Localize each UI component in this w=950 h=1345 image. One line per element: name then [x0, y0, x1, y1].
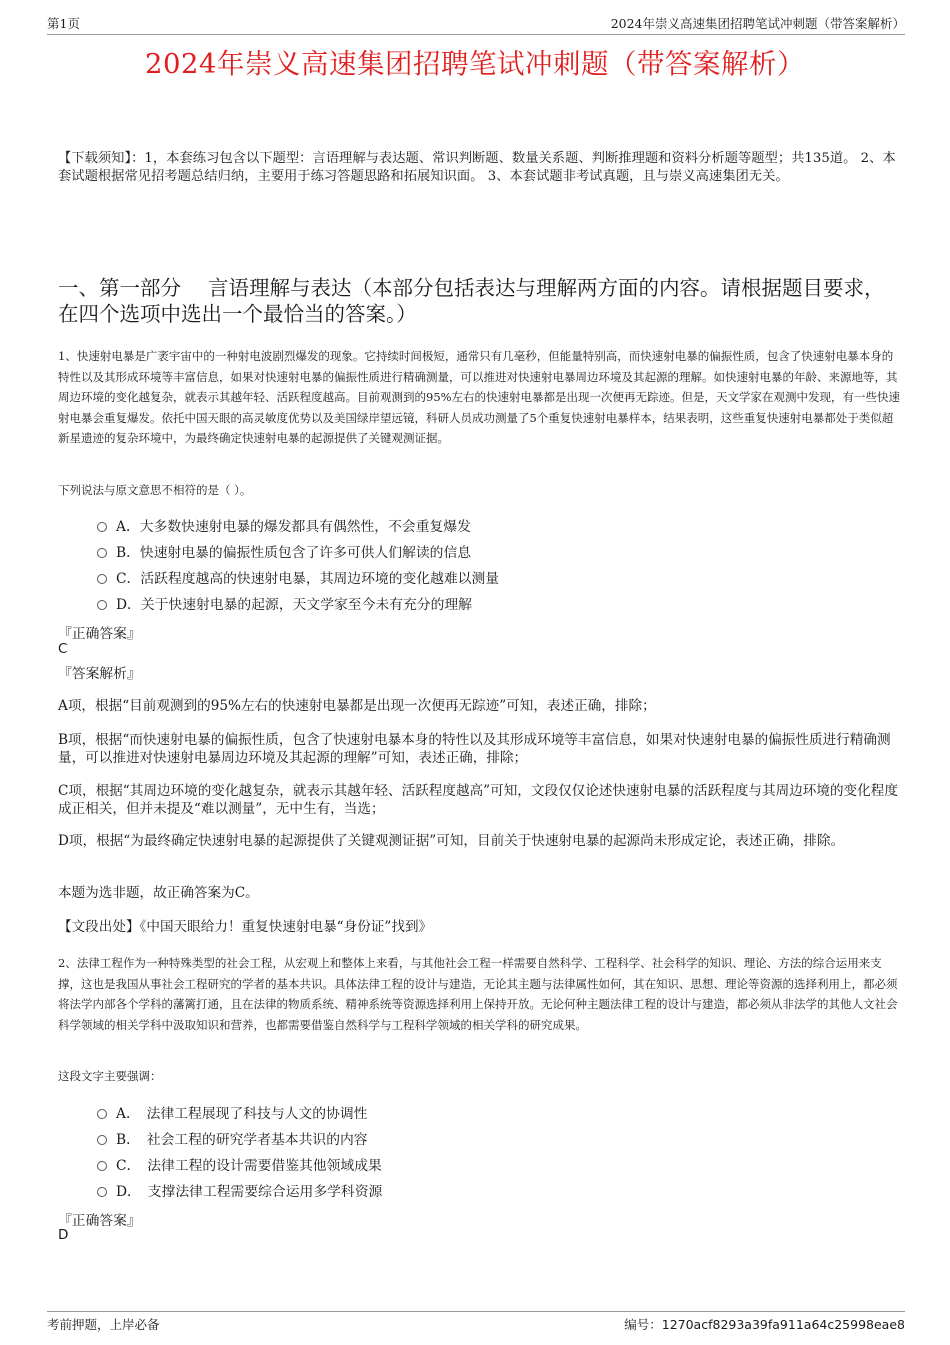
question-1-option-b[interactable]	[97, 538, 499, 564]
question-1-options	[97, 512, 499, 616]
correct-answer-label: 『正确答案』	[58, 1213, 141, 1229]
radio-icon[interactable]	[97, 548, 107, 558]
document-code-value: 1270acf8293a39fa911a64c25998eae8	[661, 1317, 905, 1332]
question-2-passage: 2、法律工程作为一种特殊类型的社会工程，从宏观上和整体上来看，与其他社会工程一样需要自然科学、工程科学、社会科学的知识、理论、方法的综合运用来支撑，这也是我国从事社会工程研究的学者的基本共识。具体法律工程的设计与建造，无论其主题与法律属性如何，其在知识、思想、理论等资源的选择利用上，都必须将法学内部各个学科的藩篱打通，且在法律的物质系统、精神系统等资源选择利用上保持开放。无论何种主题法律工程的设计与建造，都必须从非法学的其他人文社会科学领域的相关学科中汲取知识和营养，也都需要借鉴自然科学与工程科学领域的相关学科的研究成果。	[58, 956, 898, 1032]
radio-icon[interactable]	[97, 1109, 107, 1119]
question-1-stem: 下列说法与原文意思不相符的是（ ）。	[58, 483, 252, 497]
option-label: B．快速射电暴的偏振性质包含了许多可供人们解读的信息	[116, 545, 472, 561]
option-label: B． 社会工程的研究学者基本共识的内容	[116, 1132, 368, 1148]
option-label: D．关于快速射电暴的起源，天文学家至今未有充分的理解	[116, 597, 472, 613]
option-label: D． 支撑法律工程需要综合运用多学科资源	[116, 1184, 383, 1200]
download-notice: 【下载须知】：1，本套练习包含以下题型：言语理解与表达题、常识判断题、数量关系题、判断推理题和资料分析题等题型；共135道。 2、本套试题根据常见招考题总结归纳，主要用于练习答题思路和拓展知识面。 3、本套试题非考试真题，且与崇义高速集团无关。	[58, 151, 896, 184]
document-title: 2024年崇义高速集团招聘笔试冲刺题（带答案解析）	[145, 48, 805, 80]
question-1-option-d[interactable]	[97, 590, 499, 616]
analysis-item-b: B项，根据“而快速射电暴的偏振性质，包含了快速射电暴本身的特性以及其形成环境等丰富信息，如果对快速射电暴的偏振性质进行精确测量，可以推进对快速射电暴周边环境及其起源的理解”可知，表述正确，排除；	[58, 732, 891, 766]
question-2-option-c[interactable]	[97, 1151, 382, 1177]
analysis-item-c: C项，根据“其周边环境的变化越复杂，就表示其越年轻、活跃程度越高”可知，文段仅仅论述快速射电暴的活跃程度与其周边环境的变化程度成正相关，但并未提及“难以测量”，无中生有，当选；	[58, 783, 898, 817]
radio-icon[interactable]	[97, 1135, 107, 1145]
document-code	[624, 1315, 905, 1333]
radio-icon[interactable]	[97, 522, 107, 532]
analysis-item-d: D项，根据“为最终确定快速射电暴的起源提供了关键观测证据”可知，目前关于快速射电暴的起源尚未形成定论，表述正确，排除。	[58, 833, 845, 849]
correct-answer-label: 『正确答案』	[58, 626, 141, 642]
page-footer	[47, 1311, 905, 1333]
radio-icon[interactable]	[97, 600, 107, 610]
question-2-option-b[interactable]	[97, 1125, 382, 1151]
footer-slogan: 考前押题，上岸必备	[47, 1317, 160, 1332]
question-1-option-c[interactable]	[97, 564, 499, 590]
correct-answer-value: D	[58, 1227, 69, 1243]
radio-icon[interactable]	[97, 574, 107, 584]
option-label: C．活跃程度越高的快速射电暴，其周边环境的变化越难以测量	[116, 571, 500, 587]
section-heading: 一、第一部分 言语理解与表达（本部分包括表达与理解两方面的内容。请根据题目要求，在四个选项中选出一个最恰当的答案。）	[58, 276, 885, 326]
correct-answer-value: C	[58, 641, 68, 657]
analysis-item-a: A项，根据“目前观测到的95%左右的快速射电暴都是出现一次便再无踪迹”可知，表述正确，排除；	[58, 698, 656, 714]
question-2-option-a[interactable]	[97, 1099, 382, 1125]
analysis-conclusion: 本题为选非题，故正确答案为C。	[58, 885, 259, 901]
question-1-passage: 1、快速射电暴是广袤宇宙中的一种射电波剧烈爆发的现象。它持续时间极短，通常只有几毫秒，但能量特别高，而快速射电暴的偏振性质，包含了快速射电暴本身的特性以及其形成环境等丰富信息，如果对快速射电暴的偏振性质进行精确测量，可以推进对快速射电暴周边环境及其起源的理解。如快速射电暴的年龄、来源地等，其周边环境的变化越复杂，就表示其越年轻、活跃程度越高。目前观测到的95%左右的快速射电暴都是出现一次便再无踪迹。但是，天文学家在观测中发现，有一些快速射电暴会重复爆发。依托中国天眼的高灵敏度优势以及美国绿岸望远镜，科研人员成功测量了5个重复快速射电暴样本，结果表明，这些重复快速射电暴都处于类似超新星遗迹的复杂环境中，为最终确定快速射电暴的起源提供了关键观测证据。	[58, 349, 901, 445]
page-number: 第1页	[47, 16, 80, 31]
option-label: A．大多数快速射电暴的爆发都具有偶然性，不会重复爆发	[116, 519, 471, 535]
page-header	[47, 14, 905, 35]
document-code-label: 编号：	[624, 1317, 662, 1332]
question-1-option-a[interactable]	[97, 512, 499, 538]
radio-icon[interactable]	[97, 1161, 107, 1171]
question-2-stem: 这段文字主要强调：	[58, 1069, 162, 1083]
analysis-label: 『答案解析』	[58, 666, 141, 682]
option-label: A． 法律工程展现了科技与人文的协调性	[116, 1106, 368, 1122]
question-2-options	[97, 1099, 382, 1203]
option-label: C． 法律工程的设计需要借鉴其他领域成果	[116, 1158, 382, 1174]
source-citation: 【文段出处】《中国天眼给力！重复快速射电暴“身份证”找到》	[58, 919, 433, 935]
question-2-option-d[interactable]	[97, 1177, 382, 1203]
radio-icon[interactable]	[97, 1187, 107, 1197]
header-doc-title: 2024年崇义高速集团招聘笔试冲刺题（带答案解析）	[610, 16, 905, 31]
